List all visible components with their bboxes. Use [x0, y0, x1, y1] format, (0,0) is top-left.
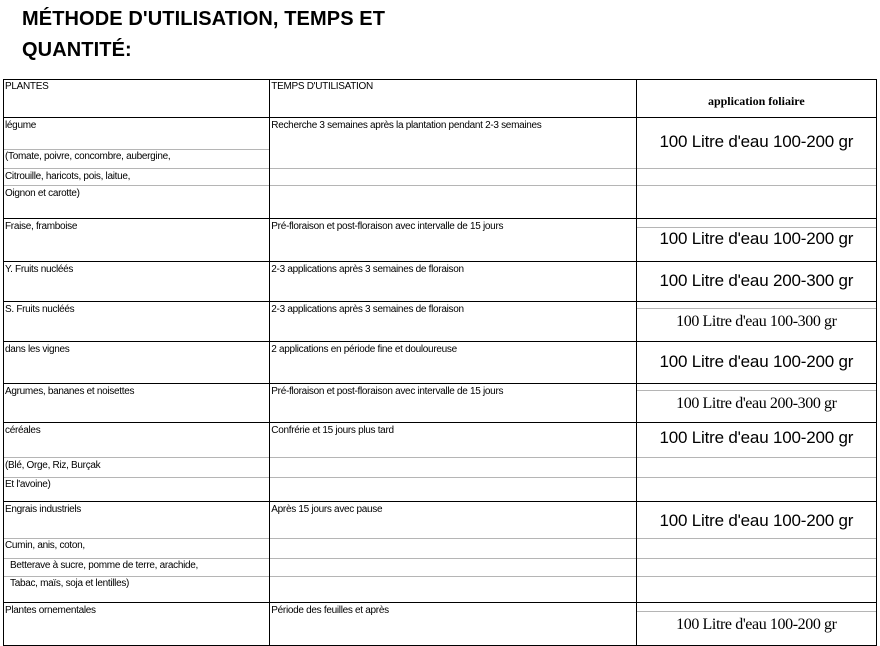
plant-cell: [4, 603, 270, 646]
time-text: 2-3 applications après 3 semaines de floraison: [271, 304, 464, 315]
quantity-cell: [636, 302, 876, 342]
plant-line: Oignon et carotte): [5, 188, 80, 199]
quantity-text: 100 Litre d'eau 100-200 gr: [659, 229, 854, 248]
quantity-cell: [636, 262, 876, 302]
document-title: [22, 4, 622, 66]
plant-cell: [4, 262, 270, 302]
header-plants-label: PLANTES: [5, 81, 49, 92]
plant-cell: [4, 423, 270, 502]
time-text: Pré-floraison et post-floraison avec intervalle de 15 jours: [271, 386, 504, 397]
plant-cell: [4, 118, 270, 219]
time-text: 2-3 applications après 3 semaines de floraison: [271, 264, 464, 275]
plant-line: S. Fruits nucléés: [5, 304, 75, 315]
quantity-cell: [636, 219, 876, 262]
plant-line: Agrumes, bananes et noisettes: [5, 386, 135, 397]
title-line-2: QUANTITÉ:: [22, 39, 132, 61]
quantity-text: 100 Litre d'eau 100-200 gr: [659, 511, 854, 530]
table-row: [4, 384, 877, 423]
header-plants: [4, 80, 270, 118]
plant-cell: [4, 302, 270, 342]
plant-line: Citrouille, haricots, pois, laitue,: [5, 171, 131, 182]
plant-cell: [4, 384, 270, 423]
time-text: Confrérie et 15 jours plus tard: [271, 425, 394, 436]
time-cell: [270, 384, 636, 423]
usage-table: [3, 79, 877, 646]
quantity-text: 100 Litre d'eau 100-300 gr: [676, 313, 837, 330]
quantity-text: 100 Litre d'eau 100-200 gr: [659, 132, 854, 151]
quantity-cell: [636, 423, 876, 502]
time-cell: [270, 118, 636, 219]
table-row: [4, 423, 877, 502]
table-row: [4, 262, 877, 302]
plant-line: Fraise, framboise: [5, 221, 78, 232]
quantity-text: 100 Litre d'eau 100-200 gr: [659, 352, 854, 371]
time-text: Pré-floraison et post-floraison avec intervalle de 15 jours: [271, 221, 504, 232]
plant-line: Y. Fruits nucléés: [5, 264, 74, 275]
plant-cell: [4, 342, 270, 384]
plant-line: dans les vignes: [5, 344, 70, 355]
quantity-cell: [636, 502, 876, 603]
header-time-label: TEMPS D'UTILISATION: [271, 81, 373, 92]
table-row: [4, 302, 877, 342]
quantity-cell: [636, 342, 876, 384]
plant-cell: [4, 502, 270, 603]
plant-cell: [4, 219, 270, 262]
time-text: Période des feuilles et après: [271, 605, 389, 616]
time-text: 2 applications en période fine et douloureuse: [271, 344, 457, 355]
time-cell: [270, 262, 636, 302]
time-cell: [270, 603, 636, 646]
quantity-text: 100 Litre d'eau 100-200 gr: [676, 616, 837, 633]
plant-line: Tabac, maïs, soja et lentilles): [10, 578, 130, 589]
plant-line: céréales: [5, 425, 41, 436]
header-time: [270, 80, 636, 118]
title-line-1: MÉTHODE D'UTILISATION, TEMPS ET: [22, 8, 386, 30]
header-foliar: [636, 80, 876, 118]
time-cell: [270, 302, 636, 342]
table-row: [4, 219, 877, 262]
table-row: [4, 502, 877, 603]
table-row: [4, 342, 877, 384]
time-cell: [270, 342, 636, 384]
quantity-text: 100 Litre d'eau 100-200 gr: [659, 428, 854, 447]
table-row: [4, 603, 877, 646]
plant-line: Et l'avoine): [5, 479, 51, 490]
plant-line: Engrais industriels: [5, 504, 82, 515]
quantity-text: 100 Litre d'eau 200-300 gr: [659, 271, 854, 290]
plant-line: Betterave à sucre, pomme de terre, arachide,: [10, 560, 199, 571]
plant-line: (Tomate, poivre, concombre, aubergine,: [5, 151, 171, 162]
time-text: Recherche 3 semaines après la plantation pendant 2-3 semaines: [271, 120, 542, 131]
time-cell: [270, 423, 636, 502]
plant-line: Cumin, anis, coton,: [5, 540, 85, 551]
header-foliar-label: application foliaire: [707, 94, 805, 108]
time-cell: [270, 502, 636, 603]
quantity-cell: [636, 603, 876, 646]
quantity-cell: [636, 118, 876, 219]
plant-line: légume: [5, 120, 36, 131]
quantity-text: 100 Litre d'eau 200-300 gr: [676, 395, 837, 412]
plant-line: Plantes ornementales: [5, 605, 96, 616]
quantity-cell: [636, 384, 876, 423]
table-header-row: [4, 80, 877, 118]
table-row: [4, 118, 877, 219]
time-cell: [270, 219, 636, 262]
time-text: Après 15 jours avec pause: [271, 504, 383, 515]
plant-line: (Blé, Orge, Riz, Burçak: [5, 460, 101, 471]
